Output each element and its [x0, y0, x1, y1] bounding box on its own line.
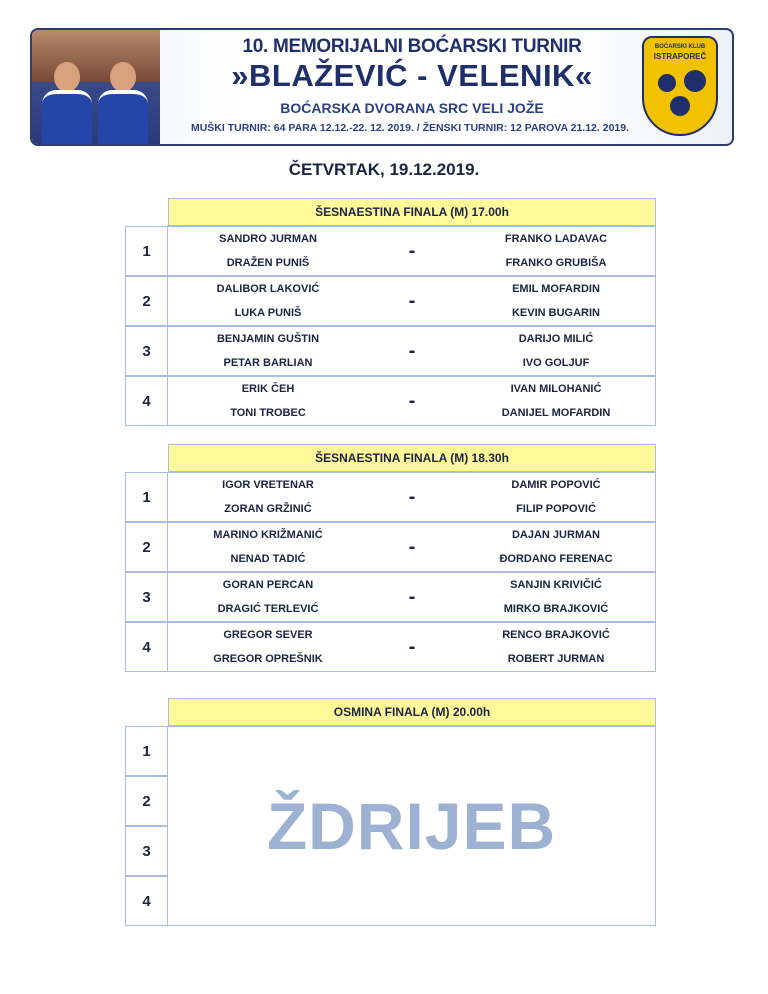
- player-name: DANIJEL MOFARDIN: [501, 407, 611, 419]
- match-pairs: [168, 326, 656, 376]
- match-number: 2: [125, 776, 168, 826]
- match-row: [125, 326, 656, 376]
- player-name: IVO GOLJUF: [522, 357, 590, 369]
- player-name: DALIBOR LAKOVIĆ: [216, 283, 320, 295]
- versus-dash: -: [408, 240, 416, 262]
- section-title: OSMINA FINALA (M) 20.00h: [168, 698, 656, 726]
- match-pairs: [168, 572, 656, 622]
- section-title: ŠESNAESTINA FINALA (M) 18.30h: [168, 444, 656, 472]
- match-number: 1: [125, 226, 168, 276]
- match-row: [125, 472, 656, 522]
- player-name: LUKA PUNIŠ: [234, 307, 302, 319]
- match-row: [125, 226, 656, 276]
- match-row: [125, 572, 656, 622]
- match-number: 4: [125, 622, 168, 672]
- match-number: 4: [125, 876, 168, 926]
- versus-dash: -: [408, 636, 416, 658]
- versus-dash: -: [408, 486, 416, 508]
- banner-dates: MUŠKI TURNIR: 64 PARA 12.12.-22. 12. 2019. / ŽENSKI TURNIR: 12 PAROVA 21.12. 2019.: [190, 122, 630, 134]
- match-pairs: [168, 472, 656, 522]
- draw-placeholder: [168, 726, 656, 926]
- player-name: KEVIN BUGARIN: [511, 307, 600, 319]
- player-name: GREGOR OPREŠNIK: [213, 653, 323, 665]
- match-number: 3: [125, 326, 168, 376]
- tournament-banner: [30, 28, 734, 146]
- bocce-ball-icon: [658, 74, 676, 92]
- club-crest-logo: [642, 36, 718, 136]
- versus-dash: -: [408, 340, 416, 362]
- match-number: 1: [125, 472, 168, 522]
- player-name: IGOR VRETENAR: [222, 479, 314, 491]
- player-name: FRANKO GRUBIŠA: [505, 257, 607, 269]
- match-number: 2: [125, 522, 168, 572]
- match-pairs: [168, 276, 656, 326]
- match-pairs: [168, 522, 656, 572]
- player-name: DRAŽEN PUNIŠ: [226, 257, 310, 269]
- player-name: BENJAMIN GUŠTIN: [216, 333, 320, 345]
- players-photo: [32, 30, 160, 144]
- player-name: DARIJO MILIĆ: [518, 333, 594, 345]
- player-name: EMIL MOFARDIN: [512, 283, 600, 295]
- player-name: SANDRO JURMAN: [219, 233, 317, 245]
- banner-subtitle: 10. MEMORIJALNI BOĆARSKI TURNIR: [242, 36, 582, 57]
- match-number: 1: [125, 726, 168, 776]
- player-name: GREGOR SEVER: [223, 629, 313, 641]
- schedule-date: ČETVRTAK, 19.12.2019.: [288, 160, 480, 179]
- player-name: MIRKO BRAJKOVIĆ: [503, 603, 609, 615]
- match-pairs: [168, 622, 656, 672]
- player-name: MARINO KRIŽMANIĆ: [213, 529, 323, 541]
- banner-title: »BLAŽEVIĆ - VELENIK«: [231, 58, 593, 93]
- player-name: RENCO BRAJKOVIĆ: [502, 629, 610, 641]
- player-figure: [40, 48, 94, 144]
- match-pairs: [168, 226, 656, 276]
- match-number: 2: [125, 276, 168, 326]
- versus-dash: -: [408, 586, 416, 608]
- player-name: TONI TROBEC: [230, 407, 306, 419]
- match-pairs: [168, 376, 656, 426]
- bocce-ball-icon: [670, 96, 690, 116]
- crest-club-name: ISTRAPOREČ: [653, 52, 707, 61]
- versus-dash: -: [408, 536, 416, 558]
- crest-club-label: BOĆARSKI KLUB: [654, 44, 706, 50]
- player-name: DAMIR POPOVIĆ: [511, 479, 601, 491]
- player-name: ROBERT JURMAN: [507, 653, 605, 665]
- section-title: ŠESNAESTINA FINALA (M) 17.00h: [168, 198, 656, 226]
- player-name: GORAN PERCAN: [222, 579, 314, 591]
- player-name: DAJAN JURMAN: [511, 529, 600, 541]
- player-name: ĐORDANO FERENAC: [499, 553, 613, 565]
- player-name: PETAR BARLIAN: [223, 357, 313, 369]
- player-name: FILIP POPOVIĆ: [516, 503, 596, 515]
- player-name: NENAD TADIĆ: [230, 553, 306, 565]
- match-row: [125, 522, 656, 572]
- match-number: 3: [125, 572, 168, 622]
- player-name: ZORAN GRŽINIĆ: [224, 503, 312, 515]
- player-figure: [96, 48, 150, 144]
- match-row: [125, 622, 656, 672]
- versus-dash: -: [408, 290, 416, 312]
- banner-venue: BOĆARSKA DVORANA SRC VELI JOŽE: [280, 100, 544, 116]
- match-number: 3: [125, 826, 168, 876]
- player-name: DRAGIĆ TERLEVIĆ: [217, 603, 319, 615]
- bocce-ball-icon: [684, 70, 706, 92]
- player-name: IVAN MILOHANIĆ: [510, 383, 602, 395]
- match-row: [125, 276, 656, 326]
- match-row: [125, 376, 656, 426]
- player-name: SANJIN KRIVIČIĆ: [510, 579, 602, 591]
- player-name: ERIK ČEH: [241, 383, 295, 395]
- player-name: FRANKO LADAVAC: [504, 233, 608, 245]
- draw-label: ŽDRIJEB: [266, 789, 557, 863]
- versus-dash: -: [408, 390, 416, 412]
- match-number: 4: [125, 376, 168, 426]
